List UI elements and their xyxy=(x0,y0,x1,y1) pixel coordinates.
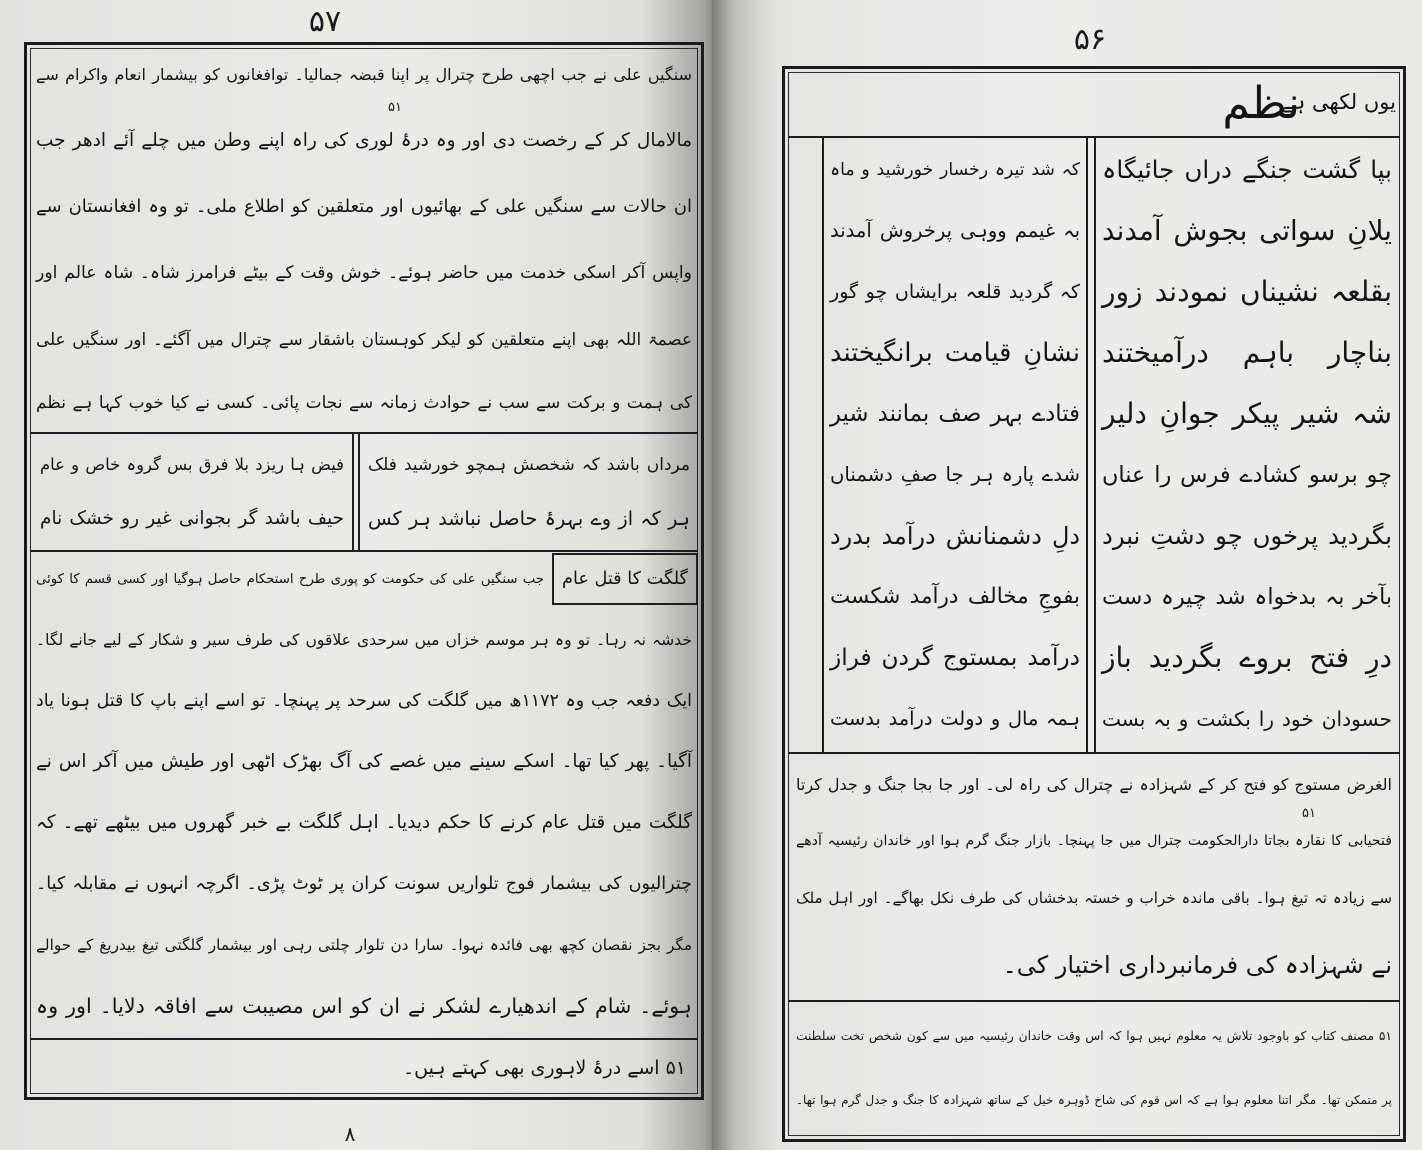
left-paragraph-1-line: سنگیں علی نے جب اچھی طرح چترال پر اپنا قبضہ جمالیا۔ توافغانوں کو بیشمار انعام واکرام سے xyxy=(36,65,692,84)
left-poem-second-hemistich: حیف باشد گر بجوانی غیر رو خشک نام xyxy=(40,508,344,529)
left-page-number: ۵۷ xyxy=(308,4,342,39)
left-paragraph-2-line: چترالیوں کی بیشمار فوج تلواریں سونت کران پر ٹوٹ پڑی۔ اگرچہ انہوں نے مقابلہ کیا۔ xyxy=(36,874,692,894)
left-paragraph-1-line: واپس آکر اسکی خدمت میں حاضر ہوئے۔ خوش وقت کے بیٹے فرامرز شاہ۔ شاہ عالم اور xyxy=(36,263,692,283)
right-poem-second-hemistich: بہ غیمم ووہی پرخروش آمدند xyxy=(830,219,1080,242)
right-poem-second-hemistich: فتادے بہر صف بمانند شیر xyxy=(830,401,1080,427)
right-poem-first-hemistich: بگردید پرخوں چو دشتِ نبرد xyxy=(1102,521,1392,550)
right-poem-first-hemistich: بناچار باہم درآمیختند xyxy=(1102,336,1392,369)
left-footnote: ۵۱ اسے درۂ لاہوری بھی کہتے ہیں۔ xyxy=(403,1057,686,1079)
poem-box-left-rule xyxy=(822,136,824,752)
poem-table-bottom-rule xyxy=(30,550,698,552)
right-poem-second-hemistich: شدے پارہ ہر جا صفِ دشمناں xyxy=(830,463,1080,486)
left-paragraph-1-line: کی ہمت و برکت سے سب نے حوادث زمانہ سے نجات پائی۔ کسی نے کیا خوب کہا ہے نظم xyxy=(36,393,692,413)
right-paragraph-line: نے شہزادہ کی فرمانبرداری اختیار کی۔ xyxy=(1002,951,1392,979)
right-paragraph-line: سے زیادہ تہ تیغ ہوا۔ باقی ماندہ خراب و خستہ بدخشاں کی طرف نکل بھاگے۔ اور اہل ملک xyxy=(796,889,1392,907)
poem-table-divider xyxy=(352,432,354,550)
right-poem-first-hemistich: حسودان خود را بکشت و بہ بست xyxy=(1102,707,1392,731)
right-footnote-line: پر متمکن تھا۔ مگر اتنا معلوم ہوا ہے کہ اس قوم کی شاخ ڈوہرہ خیل کے ساتھ شہزادہ کا جنگ و جدل گرم ہوا تھا۔ xyxy=(796,1093,1392,1107)
left-paragraph-1-line: عصمۃ اللہ بھی اپنے متعلقین کو لیکر کوہستان باشقار سے چترال میں آگئے۔ اور سنگیں علی xyxy=(36,329,692,349)
poem-table-divider xyxy=(358,432,360,550)
poem-heading: نظم xyxy=(1222,78,1300,129)
right-poem-second-hemistich: بفوجِ مخالف درآمد شکست xyxy=(830,584,1080,609)
footnote-marker: ۵۱ xyxy=(1302,806,1316,821)
footnote-marker: ۵۱ xyxy=(388,100,402,115)
right-poem-second-hemistich: دلِ دشمنانش درآمد بدرد xyxy=(830,522,1080,550)
footnote-rule xyxy=(30,1038,698,1040)
right-poem-first-hemistich: بپا گشت جنگے دراں جائیگاہ xyxy=(1102,155,1392,184)
left-paragraph-2-line: مگر بجز نقصان کچھ بھی فائدہ نہوا۔ سارا دن تلوار چلتی رہی اور بیشمار گلگتی تیغ بیدریغ کے حوالے xyxy=(36,936,692,954)
left-paragraph-2-line: ہوئے۔ شام کے اندھیارے لشکر نے ان کو اس مصیبت سے افاقہ دلایا۔ اور وہ xyxy=(36,994,692,1018)
left-poem-first-hemistich: مرداں باشد کہ شخصش ہمچو خورشید فلک xyxy=(368,455,690,475)
right-paragraph-line: الغرض مستوج کو فتح کر کے شہزادہ نے چترال کی راہ لی۔ اور جا بجا جنگ و جدل کرتا xyxy=(796,775,1392,794)
poem-box-bottom-rule xyxy=(788,752,1400,754)
right-poem-first-hemistich: شہ شیر پیکر جوانِ دلیر xyxy=(1102,397,1392,430)
poem-box-divider xyxy=(1094,136,1096,752)
left-heading-line: جب سنگیں علی کی حکومت کو پوری طرح استحکام حاصل ہوگیا اور کسی قسم کا کوئی xyxy=(36,572,544,587)
right-footnote-line: ۵۱ مصنف کتاب کو باوجود تلاش یہ معلوم نہیں ہوا کہ اس وقت خاندان رئیسیہ میں سے کون شخص تخت سلطنت xyxy=(796,1029,1392,1043)
right-poem-first-hemistich: بآخر بہ بدخواہ شد چیرہ دست xyxy=(1102,584,1392,610)
left-bottom-mark: ۸ xyxy=(344,1122,356,1146)
right-poem-first-hemistich: بقلعہ نشیناں نمودند زور xyxy=(1102,275,1392,308)
left-paragraph-2-line: گلگت میں قتل عام کرنے کا حکم دیدیا۔ اہل گلگت بے خبر گھروں میں بیٹھے تھے۔ کہ xyxy=(36,812,692,833)
left-poem-first-hemistich: ہر کہ از وے بہرۂ حاصل نباشد ہر کس xyxy=(368,507,690,530)
right-poem-second-hemistich: نشانِ قیامت برانگیختند xyxy=(830,338,1080,368)
right-poem-first-hemistich: درِ فتح بروے بگردید باز xyxy=(1102,641,1392,674)
left-paragraph-1-line: مالامال کر کے رخصت دی اور وہ درۂ لوری کی راہ اپنے وطن میں چلے آئے ادھر جب xyxy=(36,130,692,151)
right-page-number: ۵۶ xyxy=(1073,22,1107,57)
poem-box-divider xyxy=(1086,136,1088,752)
right-poem-second-hemistich: کہ گردید قلعہ برایشاں چو گور xyxy=(830,281,1080,303)
poem-table-top-rule xyxy=(30,432,698,434)
left-poem-second-hemistich: فیض ہا ریزد بلا فرق بس گروہ خاص و عام xyxy=(40,455,344,474)
right-poem-second-hemistich: درآمد بمستوج گردن فراز xyxy=(830,644,1080,671)
poem-intro: یوں لکھی ہے xyxy=(1280,90,1396,114)
left-paragraph-2-line: ایک دفعہ جب وہ ۱۱۷۲ھ میں گلگت کی سرحد پر پہنچا۔ تو اسے اپنے باپ کا قتل ہونا یاد xyxy=(36,691,693,711)
side-heading: گلگت کا قتل عام xyxy=(562,569,688,589)
left-paragraph-2-line: آگیا۔ پھر کیا تھا۔ اسکے سینے میں غصے کی آگ بھڑک اٹھی اور طیش میں آکر اس نے xyxy=(36,751,692,772)
right-poem-second-hemistich: کہ شد تیرہ رخسار خورشید و ماہ xyxy=(830,160,1080,180)
left-paragraph-1-line: ان حالات سے سنگیں علی کے بھائیوں اور متعلقین کو اطلاع ملی۔ تو وہ افغانستان سے xyxy=(36,196,692,217)
left-paragraph-2-line: خدشہ نہ رہا۔ تو وہ ہر موسم خزاں میں سرحدی علاقوں کی طرف سیر و شکار کے لیے جانے لگا۔ xyxy=(36,631,692,649)
footnote-rule xyxy=(788,1000,1400,1002)
right-poem-first-hemistich: یلانِ سواتی بجوش آمدند xyxy=(1102,214,1392,247)
right-poem-first-hemistich: چو برسو کشادے فرس را عناں xyxy=(1102,462,1392,488)
right-poem-second-hemistich: ہمہ مال و دولت درآمد بدست xyxy=(830,707,1080,730)
right-paragraph-line: فتحیابی کا نقارہ بجاتا دارالحکومت چترال میں جا پہنچا۔ بازار جنگ گرم ہوا اور خاندان رئیسیہ آدھے xyxy=(796,833,1392,849)
